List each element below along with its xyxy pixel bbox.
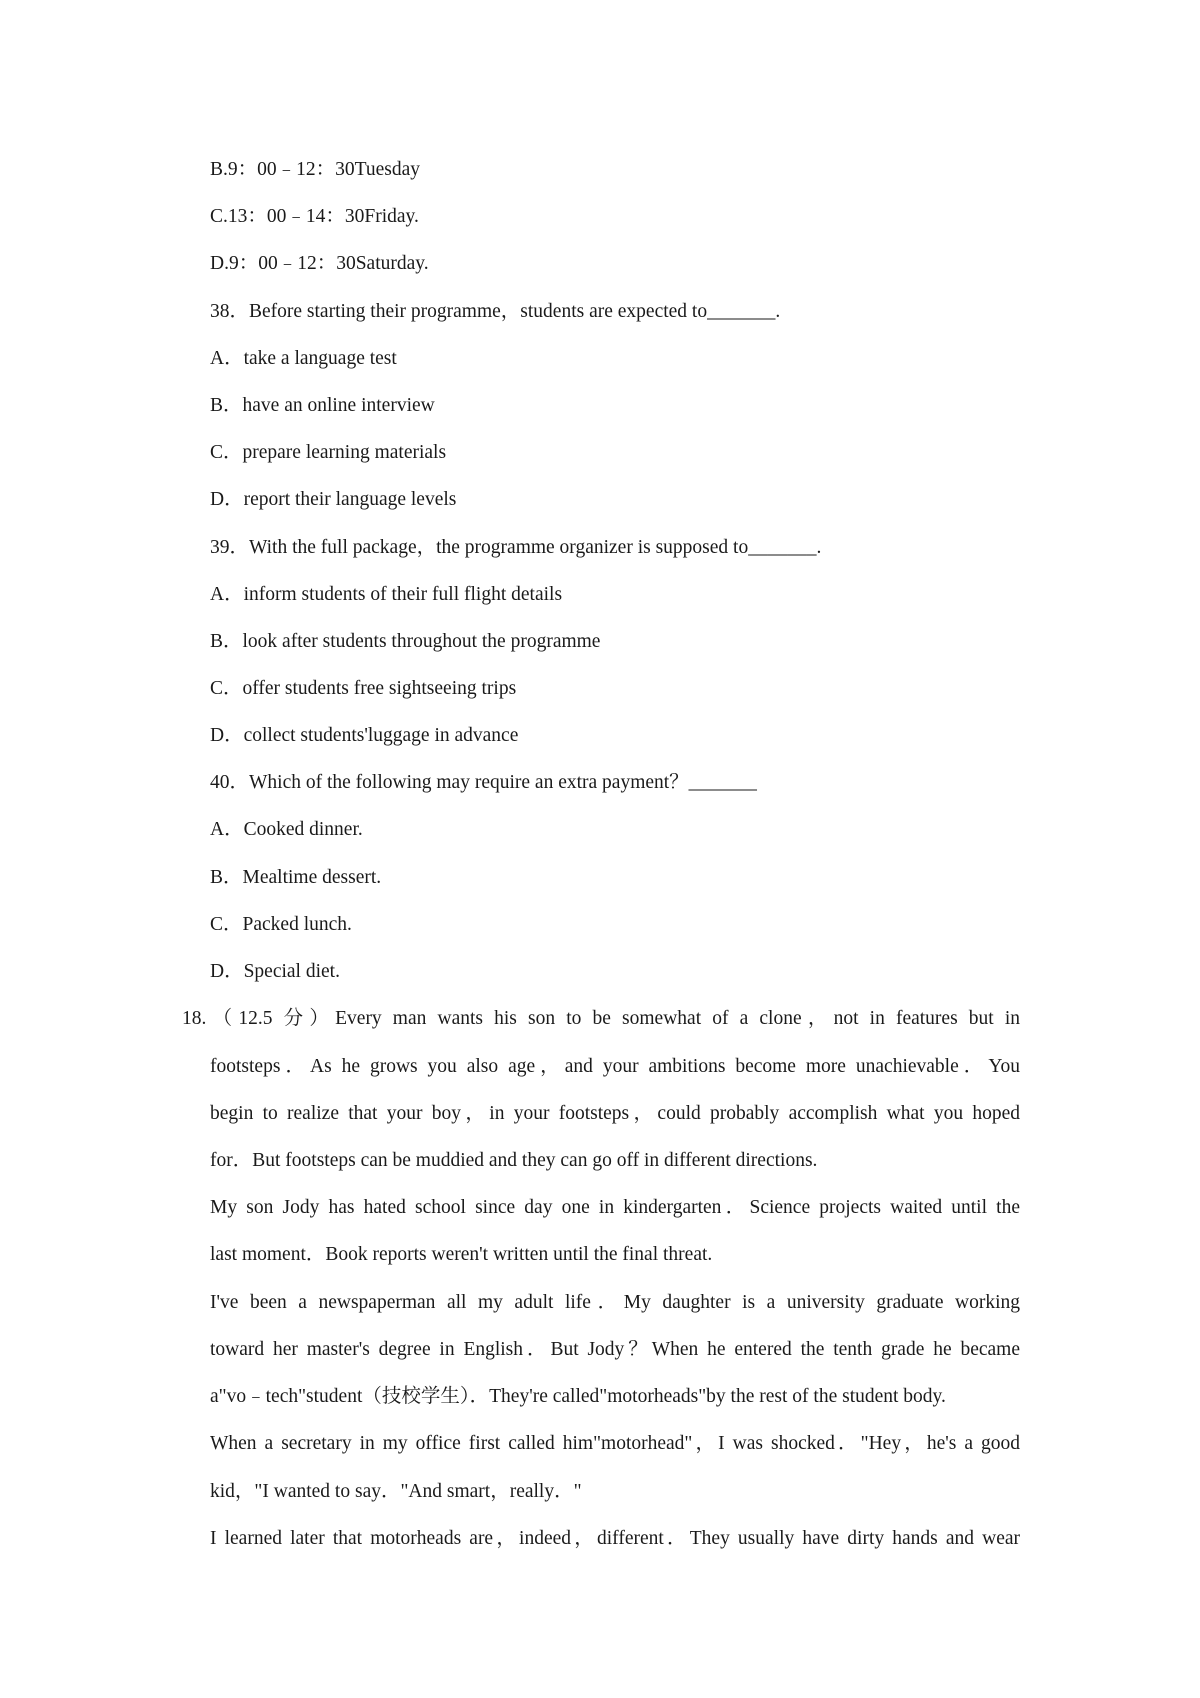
q40-option-b: B．Mealtime dessert. <box>210 867 382 888</box>
passage-line: begin to realize that your boy，in your footsteps，could probably accomplish what you hoped <box>210 1103 1020 1124</box>
passage-line: 18.（12.5 分）Every man wants his son to be somewhat of a clone，not in features but in <box>182 1008 1020 1029</box>
q40-stem: 40．Which of the following may require an extra payment？_______ <box>210 772 757 793</box>
passage-line: I learned later that motorheads are，indeed，different．They usually have dirty hands and wear <box>210 1528 1020 1549</box>
passage-line: footsteps．As he grows you also age，and your ambitions become more unachievable．You <box>210 1056 1020 1077</box>
passage-line: last moment．Book reports weren't written until the final threat. <box>210 1244 713 1265</box>
q39-option-a: A．inform students of their full flight details <box>210 584 563 605</box>
q39-option-c: C．offer students free sightseeing trips <box>210 678 517 699</box>
passage-line: I've been a newspaperman all my adult life．My daughter is a university graduate working <box>210 1292 1020 1313</box>
q38-option-d: D．report their language levels <box>210 489 457 510</box>
q37-option-d: D.9：00﹣12：30Saturday. <box>210 253 429 274</box>
q39-option-d: D．collect students'luggage in advance <box>210 725 519 746</box>
passage-line: kid，"I wanted to say．"And smart，really．" <box>210 1481 582 1502</box>
q39-stem: 39．With the full package，the programme organizer is supposed to_______. <box>210 537 822 558</box>
q38-option-c: C．prepare learning materials <box>210 442 447 463</box>
passage-line: for．But footsteps can be muddied and they can go off in different directions. <box>210 1150 818 1171</box>
q40-option-d: D．Special diet. <box>210 961 340 982</box>
q40-option-c: C．Packed lunch. <box>210 914 352 935</box>
passage-line: My son Jody has hated school since day one in kindergarten．Science projects waited until the <box>210 1197 1020 1218</box>
passage-line: a"vo﹣tech"student（技校学生）．They're called"motorheads"by the rest of the student body. <box>210 1386 946 1407</box>
q38-option-b: B．have an online interview <box>210 395 435 416</box>
q40-option-a: A．Cooked dinner. <box>210 819 363 840</box>
q38-stem: 38．Before starting their programme，students are expected to_______. <box>210 301 781 322</box>
passage-line: toward her master's degree in English．But Jody？When he entered the tenth grade he became <box>210 1339 1020 1360</box>
q39-option-b: B．look after students throughout the programme <box>210 631 601 652</box>
q38-option-a: A．take a language test <box>210 348 397 369</box>
q37-option-c: C.13：00﹣14：30Friday. <box>210 206 419 227</box>
q37-option-b: B.9：00﹣12：30Tuesday <box>210 159 421 180</box>
passage-line: When a secretary in my office first called him"motorhead"，I was shocked．"Hey，he's a good <box>210 1433 1020 1454</box>
